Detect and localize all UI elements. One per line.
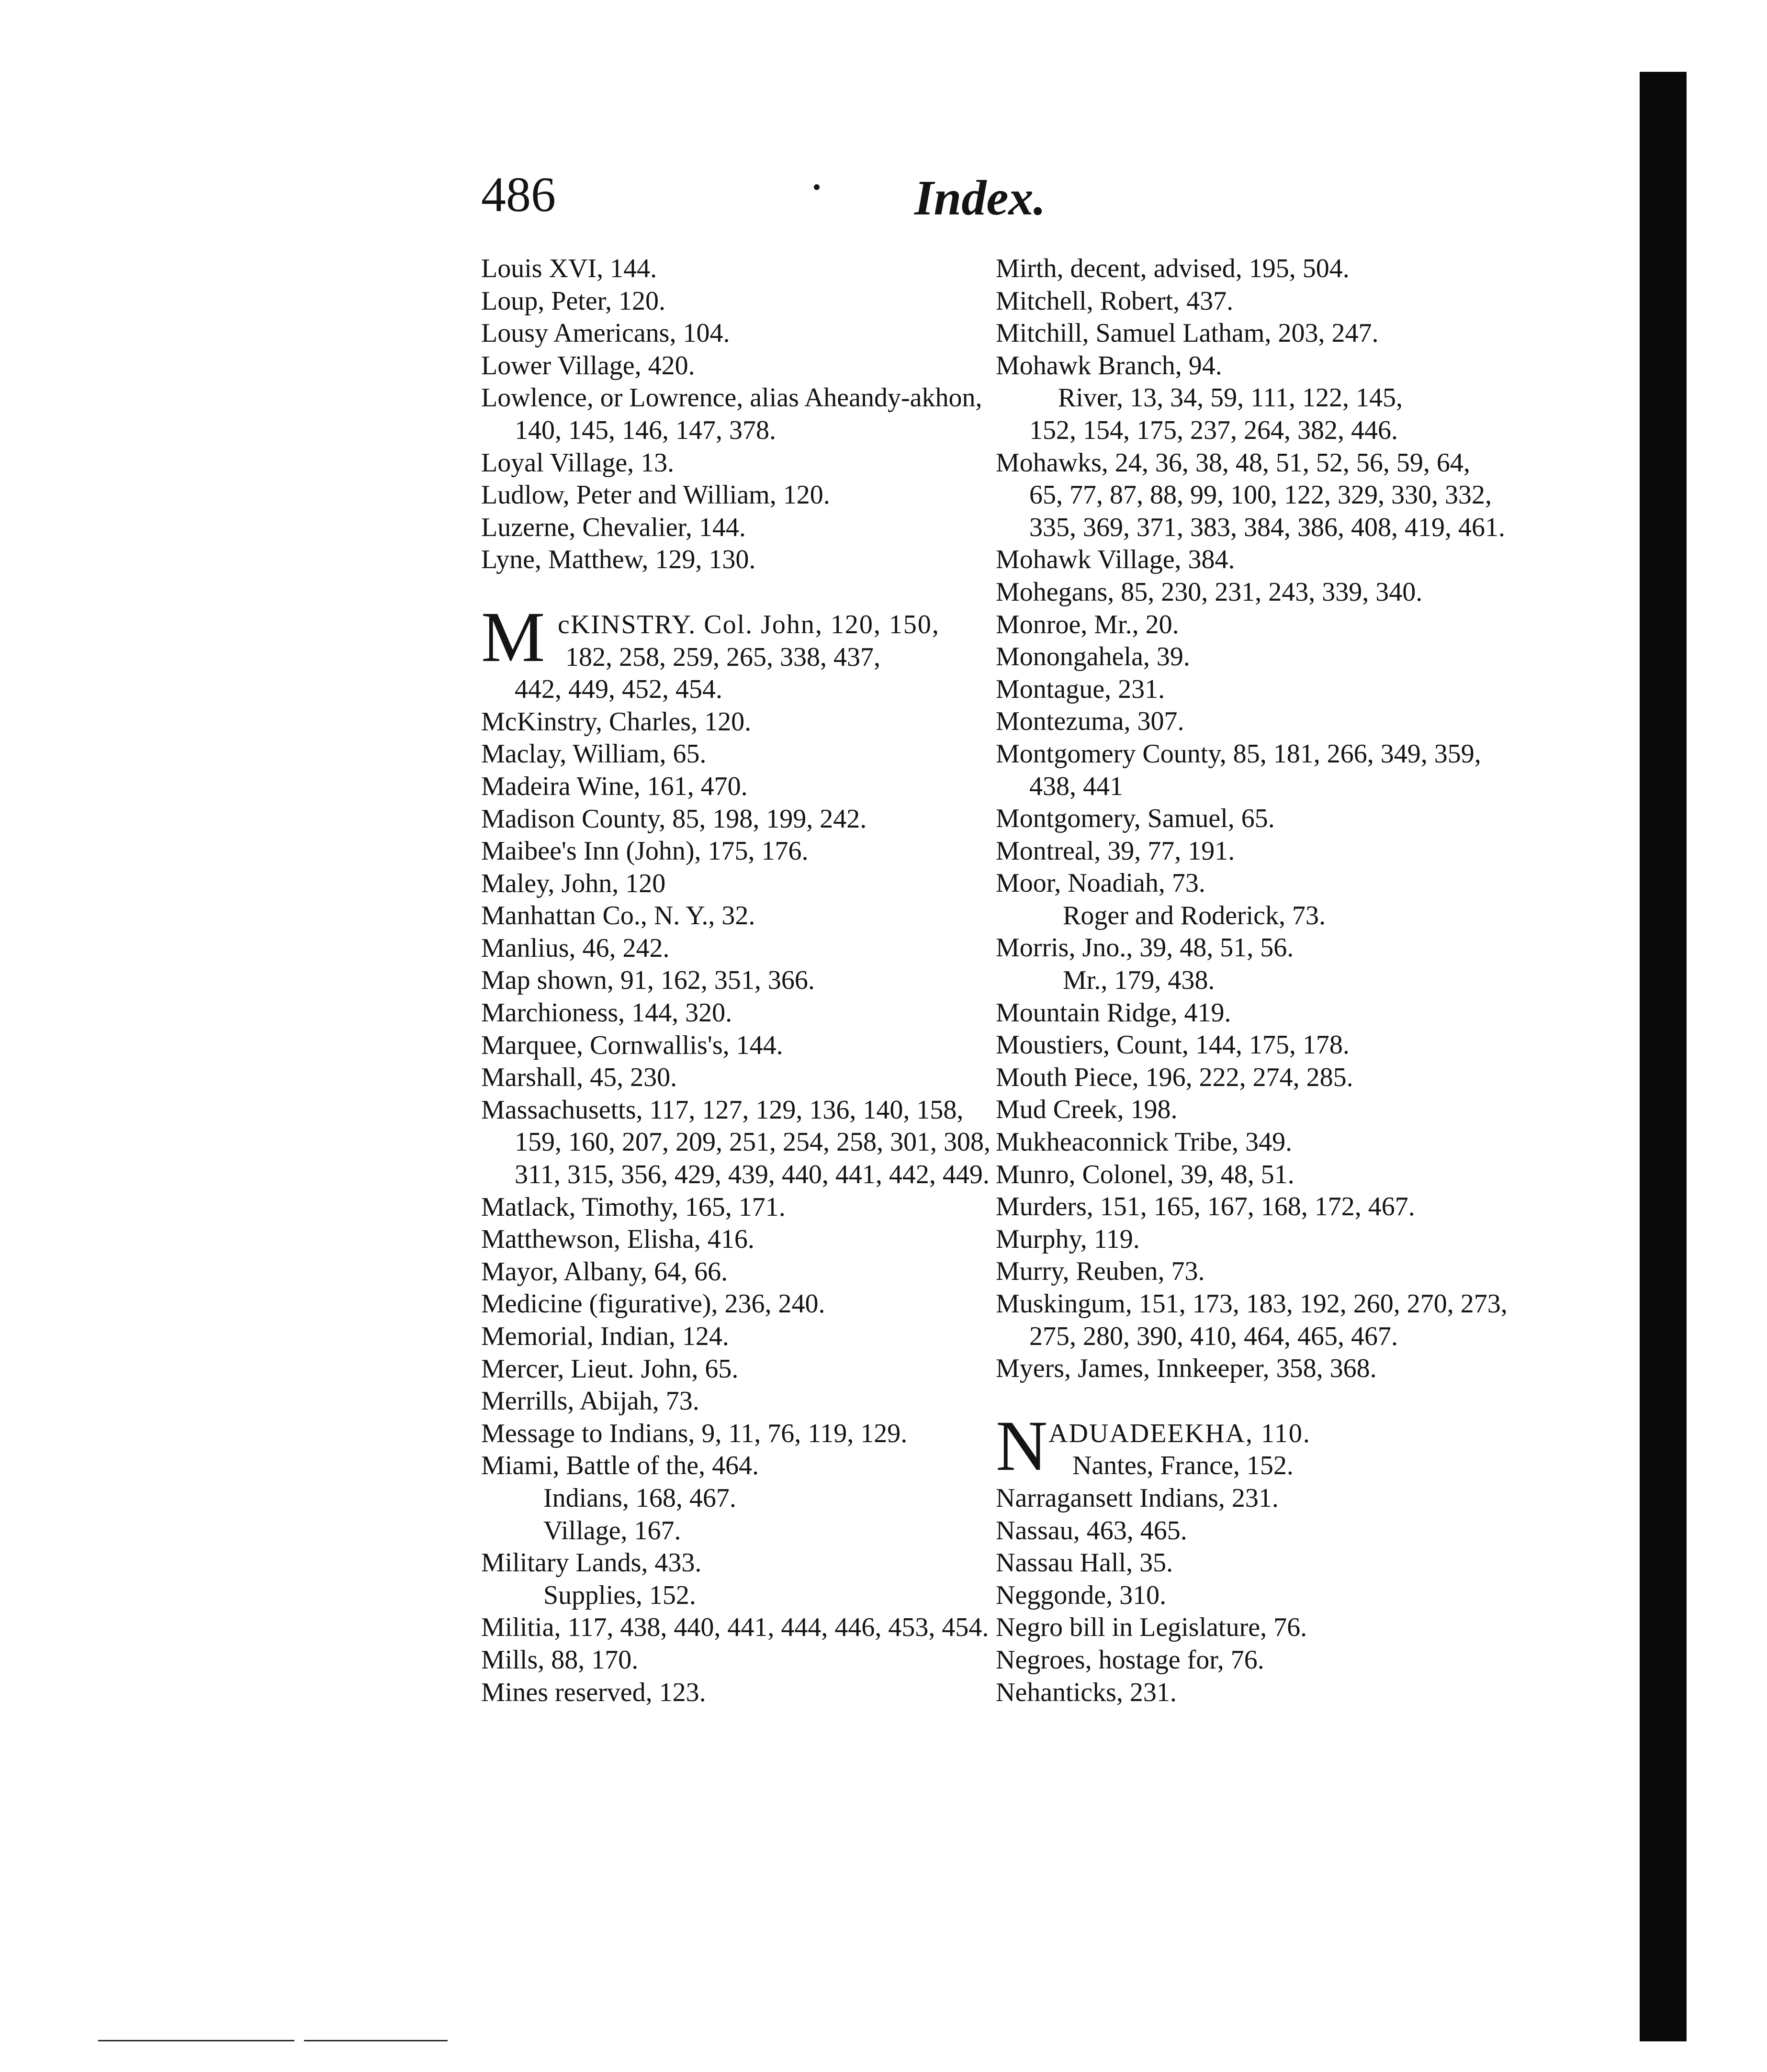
index-entry: Mouth Piece, 196, 222, 274, 285.: [996, 1062, 1353, 1092]
index-entry: Negroes, hostage for, 76.: [996, 1645, 1264, 1675]
section-n-heading: [996, 1406, 1494, 1486]
index-entry: Monroe, Mr., 20.: [996, 609, 1179, 639]
index-entry: Memorial, Indian, 124.: [481, 1322, 729, 1351]
index-entry: Lousy Americans, 104.: [481, 318, 730, 348]
index-entry: Narragansett Indians, 231.: [996, 1483, 1279, 1513]
drop-cap-n: N: [996, 1406, 1048, 1486]
index-entry: Mohawk Branch, 94.: [996, 350, 1222, 381]
index-entry: McKinstry, Charles, 120.: [481, 706, 752, 737]
index-entry: Moustiers, Count, 144, 175, 178.: [996, 1030, 1350, 1060]
index-subentry: Indians, 168, 467.: [543, 1483, 736, 1513]
index-entry: Morris, Jno., 39, 48, 51, 56.: [996, 933, 1294, 963]
index-entry: Louis XVI, 144.: [481, 254, 657, 283]
index-entry: Loyal Village, 13.: [481, 448, 675, 478]
drop-cap-m: M: [481, 597, 545, 677]
index-column-left: [481, 253, 990, 1709]
index-entry: Mirth, decent, advised, 195, 504.: [996, 254, 1350, 283]
index-entry: Montague, 231.: [996, 674, 1165, 704]
index-entry: Ludlow, Peter and William, 120.: [481, 480, 830, 510]
index-entry: Mines reserved, 123.: [481, 1677, 706, 1707]
bottom-rule: [98, 2040, 294, 2041]
index-entry: Mukheaconnick Tribe, 349.: [996, 1127, 1293, 1157]
index-entry: Miami, Battle of the, 464.: [481, 1451, 759, 1481]
index-entry: Nassau Hall, 35.: [996, 1548, 1173, 1578]
index-entry: Militia, 117, 438, 440, 441, 444, 446, 453, 454.: [481, 1613, 989, 1643]
index-subentry: River, 13, 34, 59, 111, 122, 145, 152, 154, 175, 237, 264, 382, 446.: [1029, 383, 1403, 445]
index-entry: Murphy, 119.: [996, 1224, 1140, 1254]
index-entry: Manlius, 46, 242.: [481, 933, 670, 963]
index-subentry: Mr., 179, 438.: [1063, 965, 1215, 996]
index-entry: Neggonde, 310.: [996, 1580, 1167, 1610]
index-entry: Mills, 88, 170.: [481, 1645, 639, 1675]
index-entry: Montgomery, Samuel, 65.: [996, 804, 1275, 834]
index-entry: Muskingum, 151, 173, 183, 192, 260, 270, 273, 275, 280, 390, 410, 464, 465, 467.: [996, 1289, 1508, 1351]
index-subentry: Supplies, 152.: [543, 1580, 696, 1610]
index-entry: Matthewson, Elisha, 416.: [481, 1224, 754, 1254]
index-entry: Lowlence, or Lowrence, alias Aheandy-akhon, 140, 145, 146, 147, 378.: [481, 383, 982, 445]
index-entry: ADUADEEKHA, 110.: [1048, 1418, 1311, 1448]
scan-edge-bar: [1640, 72, 1687, 2041]
running-title: Index.: [914, 170, 1046, 225]
index-entry: Moor, Noadiah, 73.: [996, 868, 1205, 898]
index-entry: Murry, Reuben, 73.: [996, 1256, 1205, 1287]
index-entry: Matlack, Timothy, 165, 171.: [481, 1192, 786, 1222]
index-entry: Montgomery County, 85, 181, 266, 349, 359, 438, 441: [996, 739, 1481, 801]
index-entry: Lyne, Matthew, 129, 130.: [481, 545, 756, 575]
index-entry: Mohawks, 24, 36, 38, 48, 51, 52, 56, 59, 64, 65, 77, 87, 88, 99, 100, 122, 329, 330, 332, 335, 369, 371, 383, 384, 386, 408, 419, 461.: [996, 448, 1505, 542]
index-column-right: [996, 253, 1508, 1709]
index-entry-continuation: 442, 449, 452, 454.: [515, 674, 722, 705]
index-entry: Madison County, 85, 198, 199, 242.: [481, 804, 867, 834]
index-entry: Mercer, Lieut. John, 65.: [481, 1354, 739, 1384]
index-entry-continuation: Nantes, France, 152.: [1072, 1451, 1294, 1481]
index-entry: cKINSTRY. Col. John, 120, 150,: [558, 609, 940, 639]
index-entry: Merrills, Abijah, 73.: [481, 1386, 699, 1416]
index-entry: Luzerne, Chevalier, 144.: [481, 512, 746, 542]
index-entry: Madeira Wine, 161, 470.: [481, 771, 748, 801]
index-entry: Medicine (figurative), 236, 240.: [481, 1289, 825, 1319]
index-subentry: Roger and Roderick, 73.: [1063, 900, 1326, 930]
index-entry: Mud Creek, 198.: [996, 1095, 1178, 1125]
index-entry: Monongahela, 39.: [996, 642, 1190, 672]
section-gap: [996, 1385, 1494, 1418]
index-entry: Nehanticks, 231.: [996, 1677, 1177, 1707]
index-entry: Loup, Peter, 120.: [481, 286, 666, 316]
section-gap: [481, 576, 979, 609]
index-entry: Lower Village, 420.: [481, 350, 695, 381]
section-m-heading: [481, 597, 979, 706]
page-number: 486: [481, 167, 556, 222]
index-entry: Military Lands, 433.: [481, 1548, 702, 1578]
index-entry: Maclay, William, 65.: [481, 739, 707, 769]
index-entry: Mayor, Albany, 64, 66.: [481, 1256, 728, 1287]
index-entry: Message to Indians, 9, 11, 76, 119, 129.: [481, 1418, 908, 1448]
index-entry: Maibee's Inn (John), 175, 176.: [481, 836, 809, 866]
index-entry-continuation: 182, 258, 259, 265, 338, 437,: [565, 642, 880, 672]
index-entry: Nassau, 463, 465.: [996, 1515, 1187, 1546]
index-entry: Marquee, Cornwallis's, 144.: [481, 1030, 783, 1060]
index-entry: Murders, 151, 165, 167, 168, 172, 467.: [996, 1192, 1415, 1222]
index-subentry: Village, 167.: [543, 1515, 681, 1546]
index-entry: Maley, John, 120: [481, 868, 666, 898]
index-entry: Negro bill in Legislature, 76.: [996, 1613, 1307, 1643]
index-entry: Montezuma, 307.: [996, 706, 1184, 737]
index-entry: Myers, James, Innkeeper, 358, 368.: [996, 1354, 1377, 1384]
index-entry: Mountain Ridge, 419.: [996, 997, 1231, 1028]
index-entry: Munro, Colonel, 39, 48, 51.: [996, 1159, 1294, 1189]
index-entry: Montreal, 39, 77, 191.: [996, 836, 1235, 866]
index-entry: Map shown, 91, 162, 351, 366.: [481, 965, 815, 996]
index-entry: Massachusetts, 117, 127, 129, 136, 140, 158, 159, 160, 207, 209, 251, 254, 258, 301, 308, 311, 315, 356, 429, 439, 440, 441, 442, 449.: [481, 1095, 990, 1190]
index-entry: Mitchell, Robert, 437.: [996, 286, 1234, 316]
index-entry: Mohegans, 85, 230, 231, 243, 339, 340.: [996, 577, 1423, 607]
index-entry: Mohawk Village, 384.: [996, 545, 1235, 575]
bottom-rule: [304, 2040, 448, 2041]
header-ornament-dot: [814, 184, 820, 190]
index-entry: Marchioness, 144, 320.: [481, 998, 732, 1028]
index-entry: Marshall, 45, 230.: [481, 1063, 677, 1093]
index-entry: Mitchill, Samuel Latham, 203, 247.: [996, 318, 1379, 348]
index-entry: Manhattan Co., N. Y., 32.: [481, 901, 755, 931]
